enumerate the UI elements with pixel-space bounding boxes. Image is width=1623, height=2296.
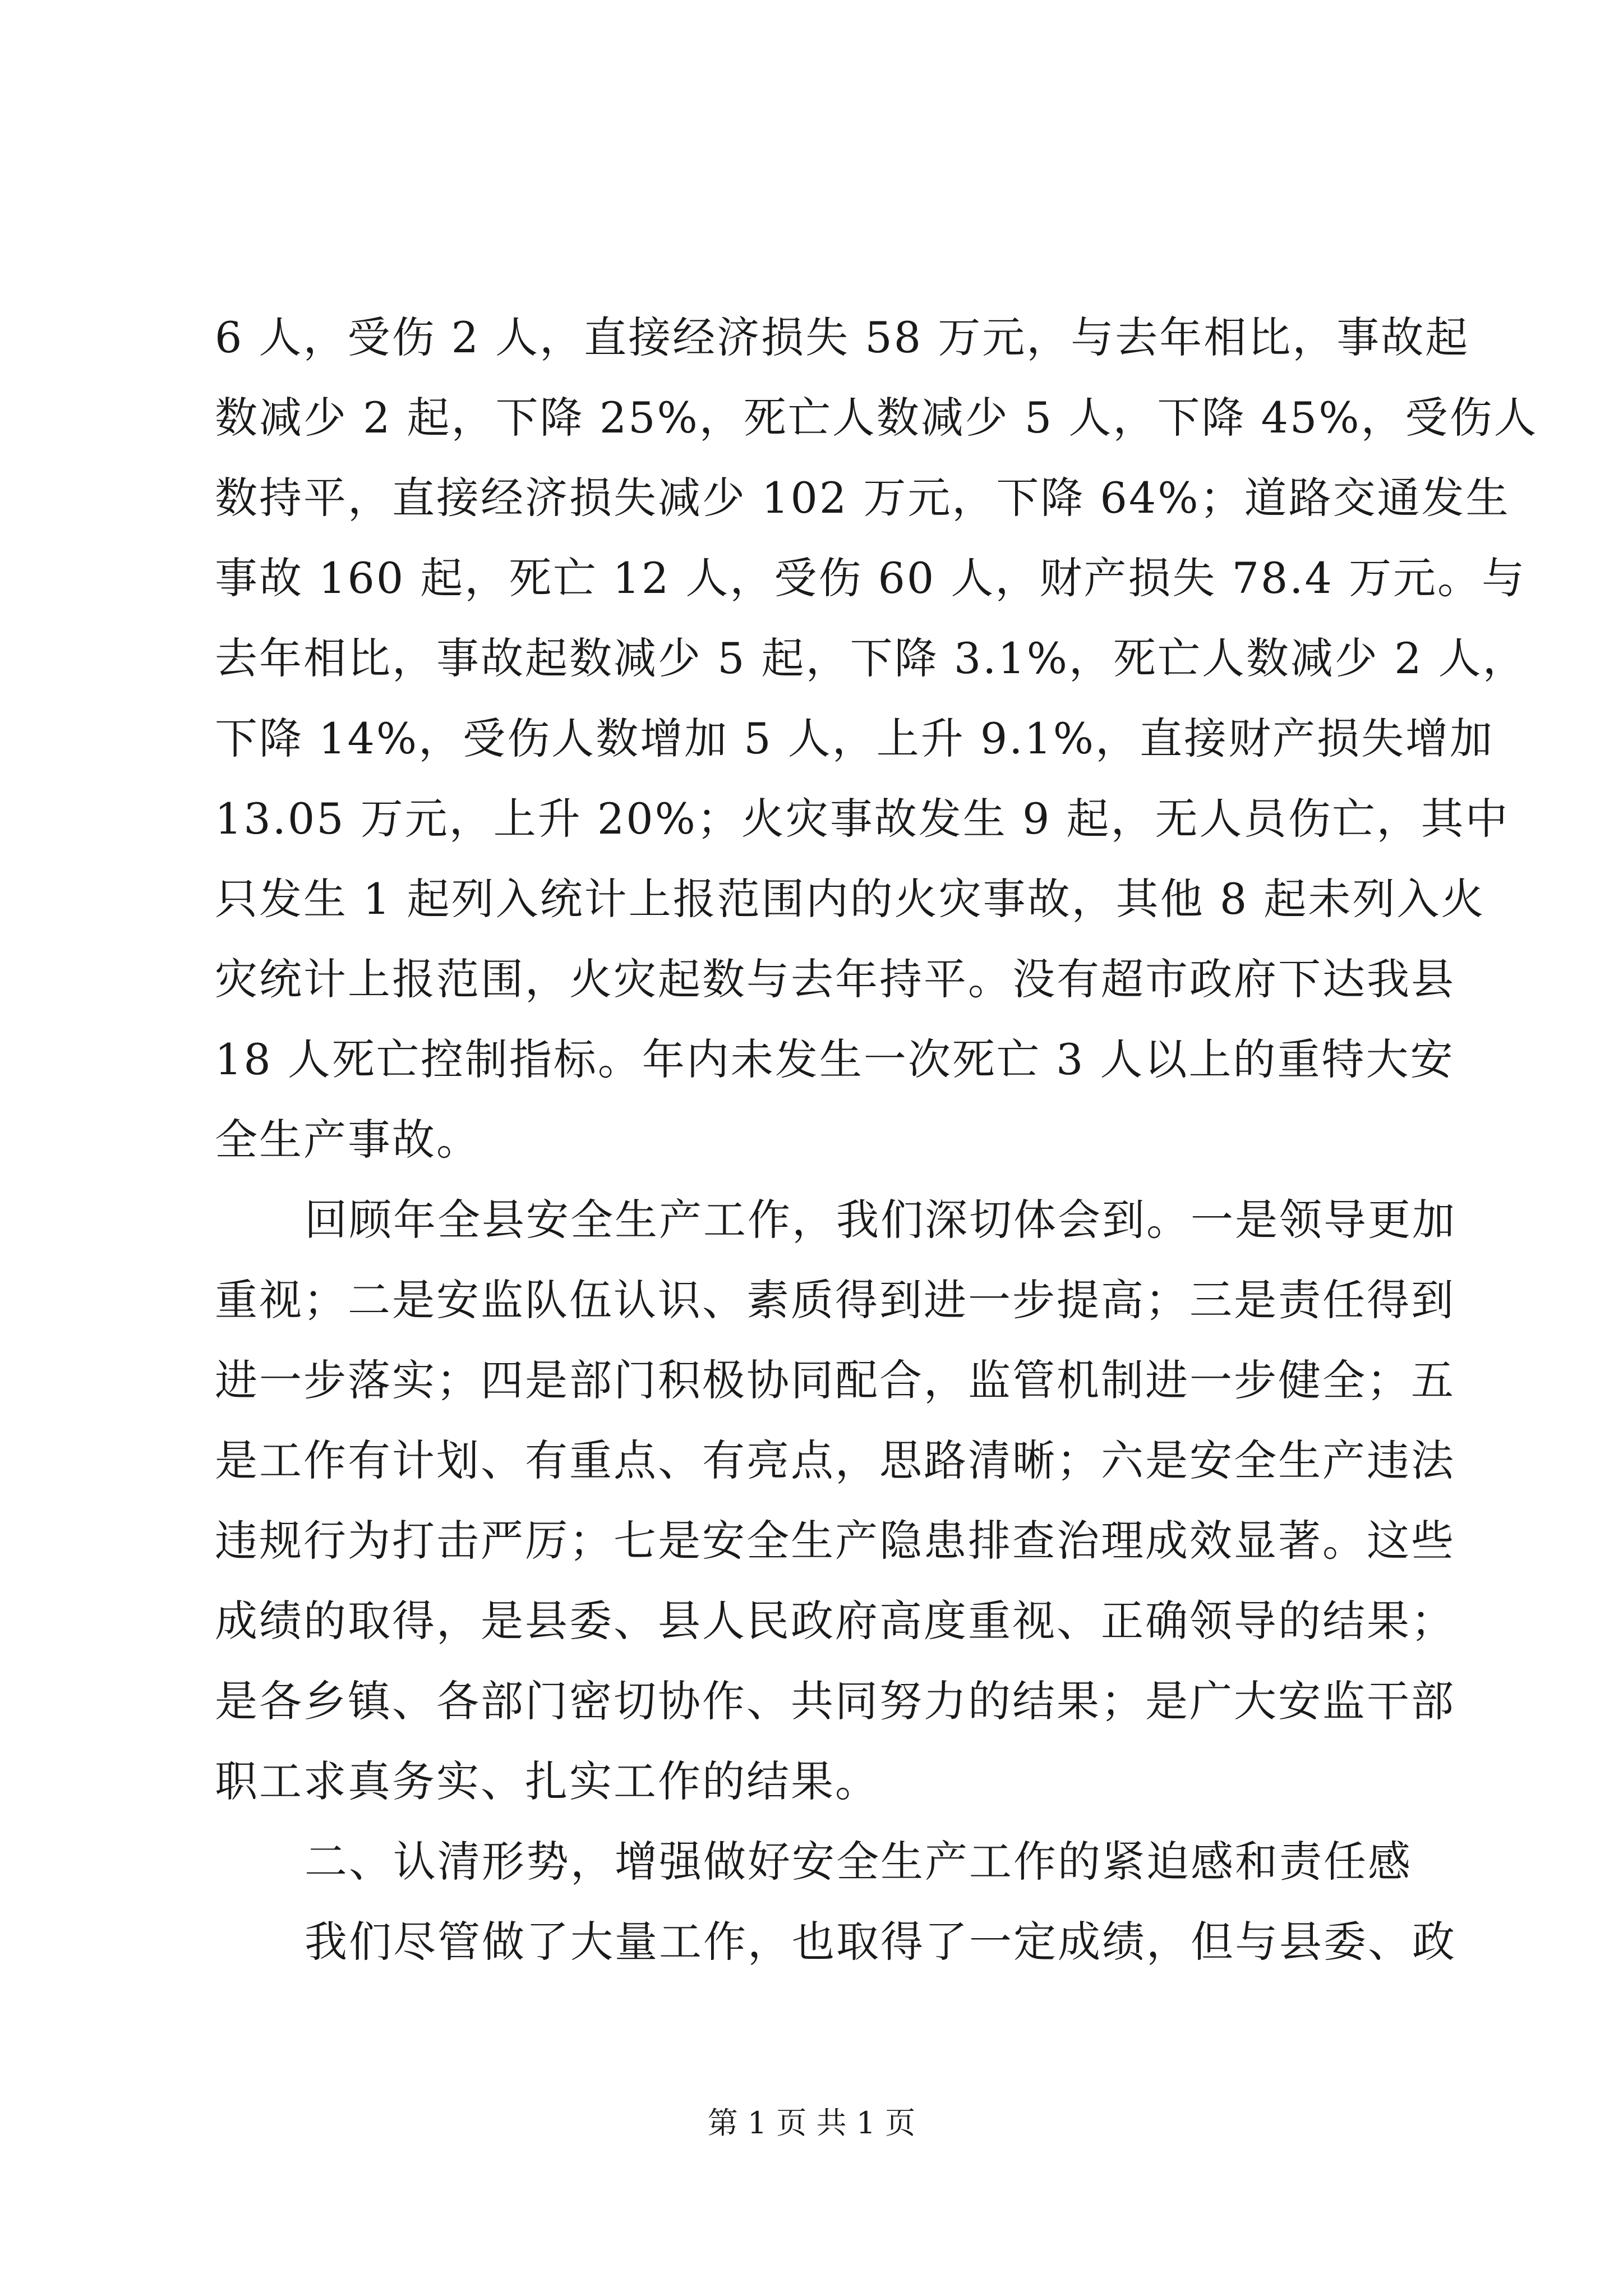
page-footer: 第 1 页 共 1 页 (707, 2105, 916, 2141)
text-line: 重视；二是安监队伍认识、素质得到进一步提高；三是责任得到 (215, 1275, 1455, 1325)
text-line: 进一步落实；四是部门积极协同配合，监管机制进一步健全；五 (215, 1355, 1455, 1405)
text-line: 去年相比，事故起数减少 5 起，下降 3.1%，死亡人数减少 2 人， (215, 633, 1527, 683)
document-body (215, 297, 1538, 1982)
text-line: 13.05 万元，上升 20%；火灾事故发生 9 起，无人员伤亡，其中 (215, 794, 1510, 844)
text-line: 成绩的取得，是县委、县人民政府高度重视、正确领导的结果； (215, 1596, 1455, 1646)
paragraph-start-line: 回顾年全县安全生产工作，我们深切体会到。一是领导更加 (305, 1195, 1456, 1245)
text-line: 是各乡镇、各部门密切协作、共同努力的结果；是广大安监干部 (215, 1676, 1455, 1726)
text-line: 下降 14%，受伤人数增加 5 人，上升 9.1%，直接财产损失增加 (215, 714, 1494, 763)
text-line: 只发生 1 起列入统计上报范围内的火灾事故，其他 8 起未列入火 (215, 874, 1486, 924)
text-line: 职工求真务实、扎实工作的结果。 (215, 1756, 879, 1806)
text-line: 全生产事故。 (215, 1115, 481, 1165)
text-line: 数减少 2 起，下降 25%，死亡人数减少 5 人，下降 45%，受伤人 (215, 393, 1538, 443)
paragraph-start-line: 我们尽管做了大量工作，也取得了一定成绩，但与县委、政 (305, 1917, 1456, 1967)
text-line: 6 人，受伤 2 人，直接经济损失 58 万元，与去年相比，事故起 (215, 312, 1470, 362)
text-line: 数持平，直接经济损失减少 102 万元，下降 64%；道路交通发生 (215, 473, 1510, 523)
text-line: 违规行为打击严厉；七是安全生产隐患排查治理成效显著。这些 (215, 1516, 1455, 1566)
text-line: 是工作有计划、有重点、有亮点，思路清晰；六是安全生产违法 (215, 1435, 1455, 1485)
text-line: 事故 160 起，死亡 12 人，受伤 60 人，财产损失 78.4 万元。与 (215, 553, 1526, 603)
section-heading: 二、认清形势，增强做好安全生产工作的紧迫感和责任感 (305, 1837, 1412, 1887)
text-line: 18 人死亡控制指标。年内未发生一次死亡 3 人以上的重特大安 (215, 1034, 1455, 1084)
text-line: 灾统计上报范围，火灾起数与去年持平。没有超市政府下达我县 (215, 954, 1455, 1004)
